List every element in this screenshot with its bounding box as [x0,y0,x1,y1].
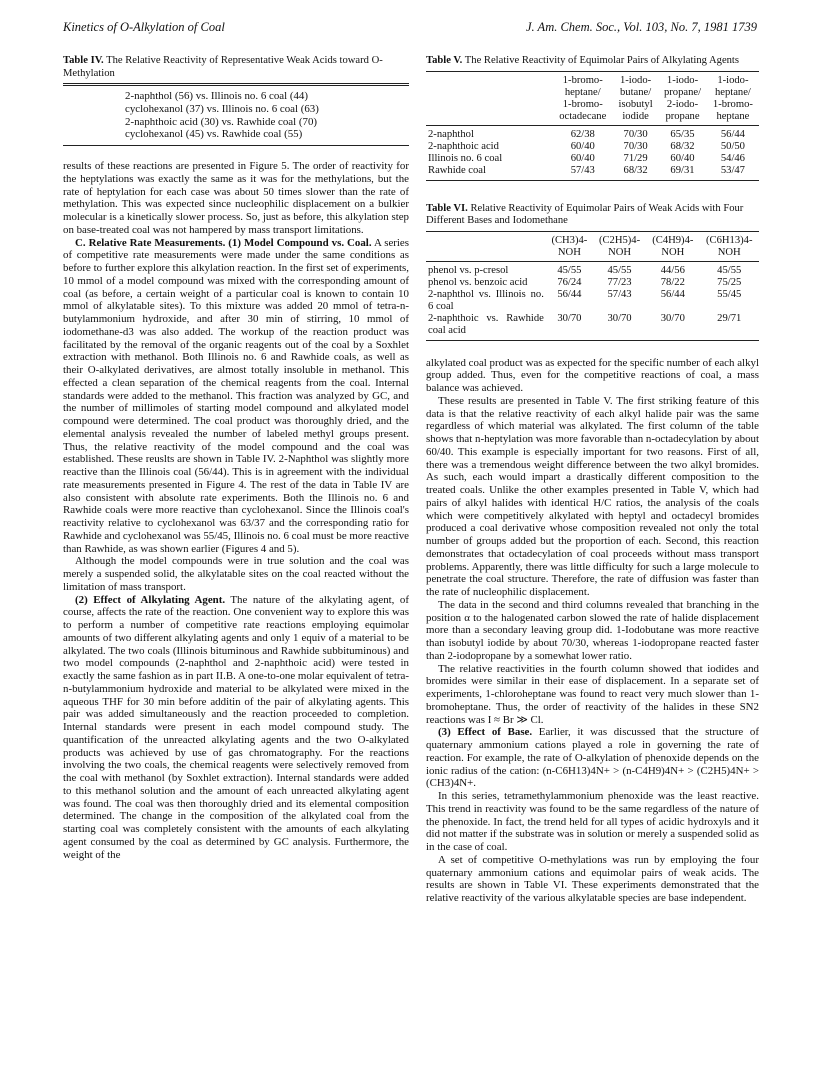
paragraph-text: results of these reactions are presented in Figure 5. The order of reactivity for the heptylations was exactly the same as it was for the methylations, but the rate of heptylation for each case was about 50 times slower than the rate of methylation. This was expected since nucleophilic displacement on a bulkier molecular is a kinetically slower process. So, just as before, this alkylation step on base-treated coal was not hampered by mass transport limitations. [63,160,409,236]
table-v-cell: 56/44 [720,128,745,140]
table-v-caption [426,55,759,68]
table-vi-row-label: phenol vs. p-cresol [428,264,509,276]
table-v-header-line: 1-iodo- [717,74,749,86]
table-v-cell: 54/46 [720,152,745,164]
table-vi-cell: 56/44 [660,288,685,300]
table-vi-row [426,289,759,313]
body-paragraph [426,395,759,599]
running-header-journal: J. Am. Chem. Soc., Vol. 103, No. 7, 1981 1739 [525,20,757,34]
paragraph-text: The relative reactivities in the fourth column showed that iodides and bromides were similar in their ease of displacement. In a separate set of experiments, 1-chloroheptane was found to react very much slower than 1-bromoheptane. Thus, the order of reactivity of the halides in these SN2 reactions was I ≈ Br ≫ Cl. [426,662,759,726]
table-vi-caption-text: Relative Reactivity of Equimolar Pairs of Weak Acids with Four Different Bases and Iodomethane [426,202,744,226]
table-iv-row [63,128,409,145]
body-paragraph [426,854,759,905]
table-v-header-line: heptane/ [714,86,751,98]
body-paragraph [426,790,759,854]
paragraph-text: The data in the second and third columns revealed that branching in the position α to the halogenated carbon slowed the rate of halide displacement more than a secondary leaving group did. 1-Iodobutane was more reactive than isobutyl iodide by about 70/30, whereas 1-iodopropane reacted faster than 2-iodopropane by a somewhat lower ratio. [426,598,759,662]
table-v-column-header [658,72,707,126]
table-vi [426,232,759,341]
section-heading: (2) Effect of Alkylating Agent. [75,593,226,606]
table-v-row-label: 2-naphthol [428,128,474,140]
table-v-header-line: propane/ [663,86,702,98]
paragraph-text: A series of competitive rate measurements were made under the same conditions as before to further explore this alkylation reaction. In the first set of experiments, 10 mmol of a model compound was mixed with the corresponding amount of coal (as before, a certain weight of a particular coal is known to contain 10 mmol of alkylatable sites). To this mixture was added 20 mmol of tetra-n-butylammonium hydroxide, and after 30 min of stirring, 10 mmol of iodomethane-d3 was also added. The workup of the reaction product was facilitated by the removal of the organic reagents out of the coal by a Soxhlet extraction with methanol. Both Illinois no. 6 and Rawhide coals, as well as their O-alkylated derivatives, are almost totally insoluble in methanol. This effected a clean separation of the chemical reagents from the coal. Internal standards were added to the methanol. This fraction was analyzed by GC, and the number of millimoles of starting model compound and alkylated model compound were determined. The coal product was thoroughly dried, and the elemental analysis revealed the number of labeled methyl groups present. Thus, the relative reactivity of the model compound and the coal was established. These reuslts are shown in Table IV. 2-Naphthol was slightly more reactive than the Illinois coal (56/44). This is in agreement with the individual rate measurements presented in Figure 4. The rest of the data in Table IV are also consistent with absolute rate experiments. Both the Illinois no. 6 and Rawhide coals were more reactive than cyclohexanol. Since the Illinois coal's reactivity relative to cyclohexanol was 63/37 and the corresponding ratio for Rawhide and cyclohexanol was 55/45, Illinois no. 6 coal must be more reactive than Rawhide, as was shown earlier (Figures 4 and 5). [63,236,410,555]
section-heading: C. Relative Rate Measurements. (1) Model Compound vs. Coal. [75,236,372,249]
paragraph-text: alkylated coal product was as expected for the specific number of each alkyl group added. Thus, even for the competitive reactions of coal, a mass balance was achieved. [426,356,759,394]
table-v-column-header [553,72,613,126]
table-v-cell: 60/40 [570,152,595,164]
table-vi-cell: 76/24 [557,276,582,288]
table-vi-header-line: (C2H5)4- [598,234,641,246]
table-v-cell: 65/35 [670,128,695,140]
table-iv-caption [63,55,409,80]
right-body-text [426,357,759,905]
table-v-header-line: isobutyl [618,98,653,110]
table-vi-row-label: 2-naphthol vs. Illinois no. 6 coal [428,288,544,312]
table-vi-cell: 30/70 [546,313,593,341]
table-vi-cell: 29/71 [699,313,759,341]
table-vi-header-line: (C6H13)4- [705,234,753,246]
paragraph-text: The nature of the alkylating agent, of course, affects the rate of the reaction. One convenient way to explore this was to perform a number of competitive rate reactions employing equimolar amounts of two different alkylating agents and only 1 equiv of a material to be alkylated. The two coals (Illinois bituminous and Rawhide subbituminous) and two model compounds (2-naphthol and 2-naphthoic acid) were tested in exactly the same fashion as in part II.B. A one-to-one molar equivalent of tetra-n-butylammonium hydroxide and material to be alkylated were mixed in the aqueous THF for 30 min before additin of the pair of alkylating agents. This pair was added simultaneously and the reaction proceeded to completion. Internal standards were present in each model compound study. The quantification of the unreacted alkylating agents and the two O-alkylated products was achieved by use of gas chromatography. For the reactions involving the two coals, the chemical reagents were selectively removed from the coal with methanol (by Soxhlet extraction). Internal standards were added to this methanol solution and the amount of each unreacted alkylating agent was found. The coal was then thoroughly dried and its elemental composition determined. The change in the composition of the alkylated coal from the starting coal was completely consistent with the amounts of each alkylating agent consumed by the coal as determined by GC analysis. Furthermore, the weight of the [63,593,410,861]
table-v-row [426,165,759,181]
table-vi-caption [426,203,759,228]
table-v-cell: 68/32 [670,140,695,152]
table-iv-entry: 2-naphthol (56) vs. Illinois no. 6 coal (44) [125,90,308,102]
table-v-header-line: iodide [622,110,649,122]
table-v-column-header [613,72,658,126]
table-v-cell: 68/32 [613,165,658,181]
table-v-header-line: 1-iodo- [666,74,699,86]
table-v-row-label: Rawhide coal [426,165,553,181]
table-v-label: Table V. [426,55,463,66]
table-v-cell: 60/40 [570,140,595,152]
body-paragraph [426,357,759,395]
table-v [426,72,759,181]
table-iv-row [63,86,409,103]
table-v-cell: 57/43 [553,165,613,181]
left-column [63,55,409,861]
table-v-cell: 62/38 [570,128,595,140]
section-heading: (3) Effect of Base. [438,726,533,739]
table-v-header-line: 1-bromo- [562,74,603,86]
paragraph-text: In this series, tetramethylammonium phenoxide was the least reactive. This trend in reactivity was found to be the same regardless of the nature of the phenoxide. In fact, the trend held for all types of acidic hydroxyls and it did not matter if the substrate was in solution or merely a suspended solid as in the case of coal. [426,790,759,853]
table-iv [63,86,409,145]
table-v-header-line: octadecane [559,110,607,122]
table-vi-cell: 30/70 [593,313,646,341]
table-vi-column-header [699,232,759,262]
table-v-header-line: 1-bromo- [712,98,753,110]
running-header-title: Kinetics of O-Alkylation of Coal [63,20,225,34]
table-v-cell: 70/30 [623,140,648,152]
table-vi-cell: 45/55 [607,264,632,276]
table-iv-row [63,103,409,116]
table-vi-header-line: NOH [661,246,685,258]
table-v-cell: 71/29 [623,152,648,164]
table-iv-entry: cyclohexanol (45) vs. Rawhide coal (55) [125,128,303,141]
body-paragraph [63,555,409,593]
table-vi-cell: 45/55 [717,264,742,276]
table-vi-column-header [646,232,699,262]
body-paragraph [426,726,759,790]
left-body-text [63,160,409,861]
table-vi-cell: 44/56 [660,264,685,276]
table-v-row-label: Illinois no. 6 coal [428,152,503,164]
table-vi-header-line: (C4H9)4- [652,234,694,246]
table-vi-row [426,313,759,341]
table-vi-row-label: 2-naphthoic vs. Rawhide coal acid [426,313,546,341]
body-paragraph [63,237,409,556]
table-v-row [426,125,759,141]
table-vi-header-line: NOH [608,246,632,258]
table-iv-label: Table IV. [63,55,104,66]
table-vi-cell: 78/22 [660,276,685,288]
table-v-caption-text: The Relative Reactivity of Equimolar Pairs of Alkylating Agents [464,55,740,66]
table-v-cell: 60/40 [670,152,695,164]
table-iv-caption-text: The Relative Reactivity of Representative Weak Acids toward O-Methylation [63,55,383,79]
table-v-header-line: butane/ [619,86,652,98]
paragraph-text: A set of competitive O-methylations was run by employing the four quaternary ammonium cations and equimolar pairs of weak acids. The results are shown in Table VI. These experiments demonstrated that the relative reactivity of the various alkylatable species are base independent. [426,853,759,904]
table-v-cell: 69/31 [658,165,707,181]
body-paragraph [426,599,759,663]
table-v-header-line: 2-iodo- [666,98,699,110]
table-vi-header-line: NOH [557,246,581,258]
table-iv-entry: cyclohexanol (37) vs. Illinois no. 6 coal (63) [125,102,319,115]
table-vi-cell: 56/44 [557,288,582,300]
table-v-header-line: heptane/ [564,86,601,98]
body-paragraph [63,594,409,862]
paragraph-text: These results are presented in Table V. The first striking feature of this data is that the relative reactivity of each alkyl halide pair was the same regardless of which material was alkylated. The first column of the table shows that n-heptylation was more favorable than n-octadecylation by about 60/40. This example is especially important for two reasons. First of all, there was a tremendous weight difference between the two alkyl bromides. As such, each would impart a drastically different composition to the treated coals. Unlike the other examples presented in Table V, which had pairs of alkyl halides with identical H/C ratios, the analysis of the coals which were competitively alkylated with heptyl and octadecyl bromides produced a coal derivative whose composition revealed not only the total number of groups added but the proportion of each. Second, this reaction demonstrates that octadecylation of coal proceeds without mass transport problems. Apparently, there was little difficulty for such a large molecule to penetrate the coal structure. Therefore, the rate of diffusion was faster than the rate of nucleophilic displacement. [426,394,759,598]
table-vi-cell: 57/43 [607,288,632,300]
table-v-header-line: propane [665,110,700,122]
body-paragraph [63,160,409,237]
table-vi-cell: 77/23 [607,276,632,288]
table-v-cell: 70/30 [623,128,648,140]
table-v-row [426,141,759,153]
table-v-column-header [707,72,759,126]
table-v-row [426,153,759,165]
table-v-header-line: heptane [716,110,750,122]
paragraph-text: Earlier, it was discussed that the structure of quaternary ammonium cations played a role in governing the rate of reaction. For example, the rate of O-alkylation of phenoxide depends on the ionic radius of the cation: (n-C6H13)4N+ > (n-C4H9)4N+ > (C2H5)4N+ > (CH3)4N+. [426,726,759,790]
table-vi-header-line: NOH [717,246,741,258]
table-vi-column-header [593,232,646,262]
table-v-cell: 50/50 [720,140,745,152]
table-vi-cell: 75/25 [717,276,742,288]
table-vi-column-header [546,232,593,262]
table-v-header-line: 1-bromo- [562,98,603,110]
table-vi-row [426,261,759,277]
table-vi-label: Table VI. [426,202,468,214]
table-vi-row-label: phenol vs. benzoic acid [428,276,528,288]
table-vi-row [426,277,759,289]
table-vi-cell: 55/45 [717,288,742,300]
table-iv-entry: 2-naphthoic acid (30) vs. Rawhide coal (70) [125,115,318,128]
body-paragraph [426,663,759,727]
table-iv-row [63,116,409,129]
table-vi-header-line: (CH3)4- [551,234,588,246]
table-v-header-line: 1-iodo- [619,74,652,86]
paragraph-text: Although the model compounds were in true solution and the coal was merely a suspended solid, the alkylatable sites on the coal reacted without the limitation of mass transport. [63,555,409,593]
table-vi-cell: 45/55 [557,264,582,276]
table-vi-cell: 30/70 [646,313,699,341]
table-v-cell: 53/47 [707,165,759,181]
table-v-row-label: 2-naphthoic acid [428,140,499,152]
right-column [426,55,759,905]
